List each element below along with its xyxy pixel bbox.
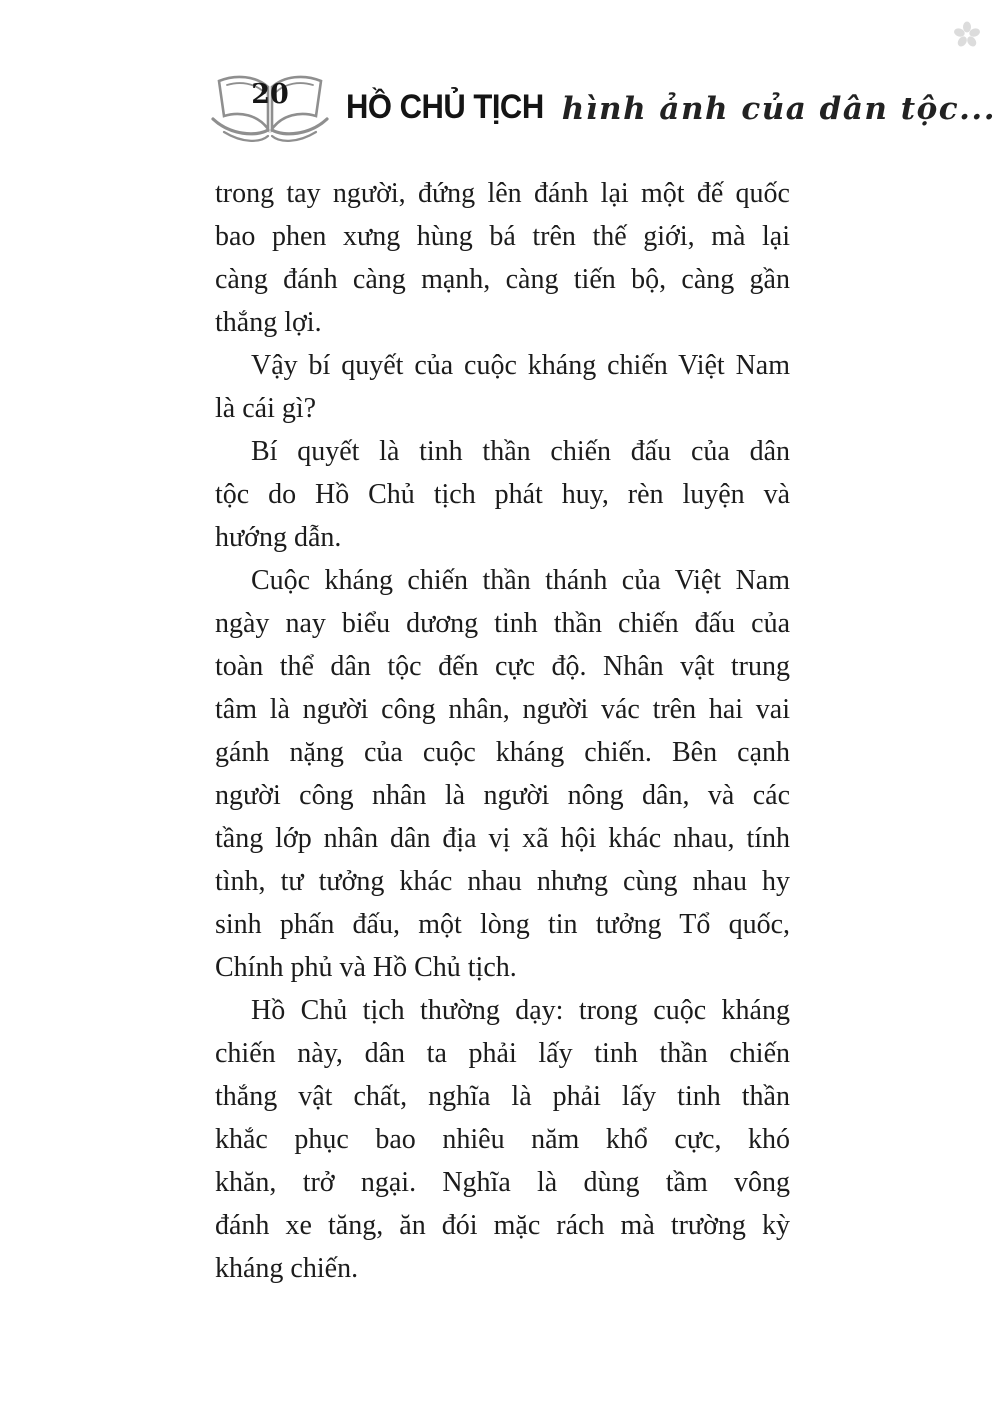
text-line: thắng lợi. <box>215 307 322 338</box>
flower-ornament-icon <box>952 20 982 50</box>
text-line: sinh phấn đấu, một lòng tin tưởng Tổ quốc, <box>215 909 790 940</box>
text-line: bao phen xưng hùng bá trên thế giới, mà lại <box>215 221 790 252</box>
text-line: Cuộc kháng chiến thần thánh của Việt Nam <box>251 565 790 596</box>
chapter-title <box>346 86 996 127</box>
text-line: Hồ Chủ tịch thường dạy: trong cuộc kháng <box>251 995 790 1026</box>
text-line: Bí quyết là tinh thần chiến đấu của dân <box>251 436 790 467</box>
text-line: Chính phủ và Hồ Chủ tịch. <box>215 952 517 983</box>
page-header <box>210 68 996 150</box>
text-line: khăn, trở ngại. Nghĩa là dùng tầm vông <box>215 1167 790 1198</box>
text-line: khắc phục bao nhiêu năm khổ cực, khó <box>215 1124 790 1155</box>
text-line: hướng dẫn. <box>215 522 342 553</box>
open-book-icon <box>210 69 330 149</box>
page-number: 20 <box>251 79 289 110</box>
text-line: người công nhân là người nông dân, và các <box>215 780 790 811</box>
text-line: chiến này, dân ta phải lấy tinh thần chiến <box>215 1038 790 1069</box>
text-line: tầng lớp nhân dân địa vị xã hội khác nhau, tính <box>215 823 790 854</box>
text-line: tộc do Hồ Chủ tịch phát huy, rèn luyện và <box>215 479 790 510</box>
chapter-title-subtitle: hình ảnh của dân tộc... <box>561 91 996 127</box>
text-line: trong tay người, đứng lên đánh lại một đế quốc <box>215 178 790 209</box>
text-line: ngày nay biểu dương tinh thần chiến đấu của <box>215 608 790 639</box>
text-line: là cái gì? <box>215 393 317 424</box>
text-line: thắng vật chất, nghĩa là phải lấy tinh thần <box>215 1081 790 1112</box>
text-line: tình, tư tưởng khác nhau nhưng cùng nhau hy <box>215 866 790 897</box>
text-line: tâm là người công nhân, người vác trên hai vai <box>215 694 790 725</box>
chapter-title-main: HỒ CHỦ TỊCH <box>346 86 544 126</box>
text-line: toàn thể dân tộc đến cực độ. Nhân vật trung <box>215 651 790 682</box>
text-line: đánh xe tăng, ăn đói mặc rách mà trường kỳ <box>215 1210 790 1241</box>
text-line: kháng chiến. <box>215 1253 359 1284</box>
body-text <box>215 172 790 1290</box>
text-line: gánh nặng của cuộc kháng chiến. Bên cạnh <box>215 737 790 768</box>
text-line: càng đánh càng mạnh, càng tiến bộ, càng gần <box>215 264 790 295</box>
text-line: Vậy bí quyết của cuộc kháng chiến Việt Nam <box>251 350 790 381</box>
